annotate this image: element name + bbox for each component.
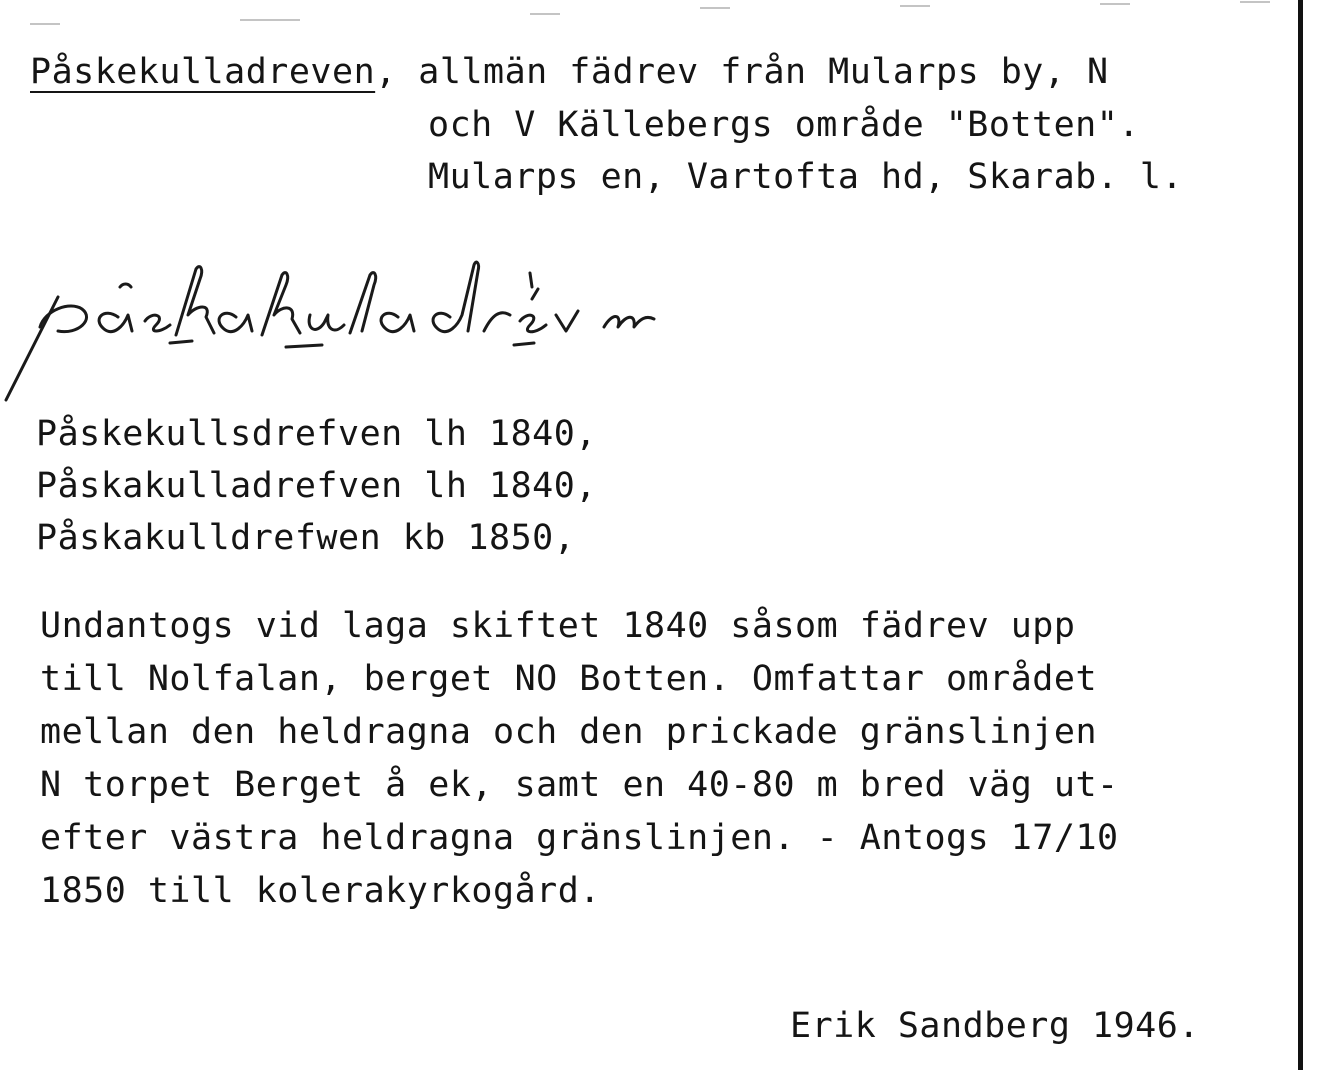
location-line-2: och V Källebergs område "Botten".	[428, 105, 1140, 145]
description-paragraph	[40, 600, 1119, 918]
description-line: 1850 till kolerakyrkogård.	[40, 871, 601, 911]
description-line: mellan den heldragna och den prickade gränslinjen	[40, 712, 1098, 752]
form-line: Påskakulldrefwen kb 1850,	[36, 518, 576, 558]
location-line-3: Mularps en, Vartofta hd, Skarab. l.	[428, 157, 1184, 197]
card-edge-line	[1298, 0, 1303, 1070]
entry-heading-line	[30, 46, 1109, 98]
historical-forms	[36, 408, 597, 564]
scan-specks	[0, 0, 1290, 30]
form-line: Påskekullsdrefven lh 1840,	[36, 414, 597, 454]
description-line: N torpet Berget å ek, samt en 40-80 m bred väg ut-	[40, 765, 1119, 805]
description-line: efter västra heldragna gränslinjen. - Antogs 17/10	[40, 818, 1119, 858]
form-line: Påskakulladrefven lh 1840,	[36, 466, 597, 506]
description-line: Undantogs vid laga skiftet 1840 såsom fädrev upp	[40, 606, 1076, 646]
description-line: till Nolfalan, berget NO Botten. Omfattar området	[40, 659, 1098, 699]
handwritten-pronunciation	[0, 235, 900, 415]
headword: Påskekulladreven	[30, 52, 376, 92]
signature: Erik Sandberg 1946.	[790, 1006, 1200, 1046]
heading-description: , allmän fädrev från Mularps by, N	[375, 52, 1109, 92]
